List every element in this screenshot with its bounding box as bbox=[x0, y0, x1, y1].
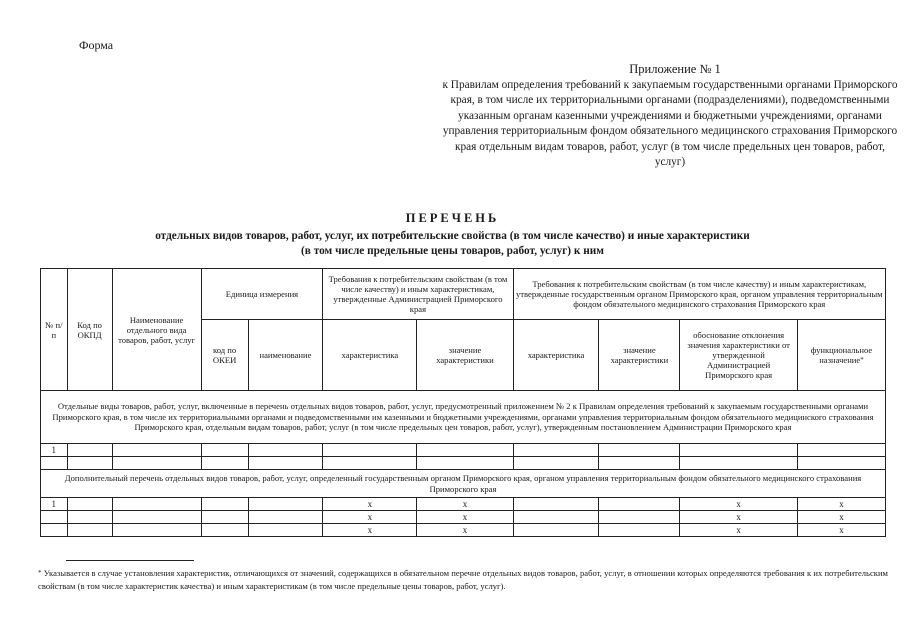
x-mark: x bbox=[797, 511, 885, 524]
title-heading: ПЕРЕЧЕНЬ bbox=[405, 211, 500, 225]
appendix-block bbox=[440, 62, 900, 171]
header-unit: Единица измерения bbox=[201, 269, 323, 320]
header-char-2: характеристика bbox=[513, 320, 599, 391]
header-char-1: характеристика bbox=[323, 320, 417, 391]
requirements-table bbox=[40, 268, 886, 537]
form-label: Форма bbox=[79, 38, 114, 52]
table-row bbox=[41, 498, 886, 511]
document-title bbox=[0, 210, 905, 259]
footnote bbox=[38, 567, 888, 592]
header-value-1: значение характеристики bbox=[417, 320, 513, 391]
table-row bbox=[41, 524, 886, 537]
x-mark: x bbox=[797, 524, 885, 537]
x-mark: x bbox=[323, 511, 417, 524]
appendix-number: Приложение № 1 bbox=[629, 62, 721, 76]
row-num: 1 bbox=[41, 498, 68, 511]
title-line-1: отдельных видов товаров, работ, услуг, их потребительские свойства (в том числе качество) и иные характеристики bbox=[155, 230, 750, 242]
x-mark: x bbox=[323, 524, 417, 537]
section-1-text: Отдельные виды товаров, работ, услуг, включенные в перечень отдельных видов товаров, работ, услуг, предусмотренный приложением № 2 к Правилам определения требований к закупаемым государственными органами Приморского края, в том числе их территориальными органами и подведомственными им казенными и бюджетными учреждениями, органами управления территориальным фондом обязательного медицинского страхования Приморского края, отдельным видам товаров, работ, услуг (в том числе предельных цен товаров, работ, услуг), утвержденным постановлением Администрации Приморского края bbox=[41, 391, 886, 444]
x-mark: x bbox=[680, 524, 798, 537]
header-row-1 bbox=[41, 269, 886, 320]
section-2-text: Дополнительный перечень отдельных видов товаров, работ, услуг, определенный государственным органом Приморского края, органом управления территориальным фондом обязательного медицинского страхования Приморского края bbox=[41, 470, 886, 498]
footnote-text: Указывается в случае установления характеристик, отличающихся от значений, содержащихся в обязательном перечне отдельных видов товаров, работ, услуг, в отношении которых определяются требования к их потребительским свойствам (в том числе характеристик качества) и иным характеристикам (в том числе предельные цены товаров, работ, услуг). bbox=[38, 568, 888, 591]
header-unit-name: наименование bbox=[248, 320, 323, 391]
x-mark: x bbox=[417, 498, 513, 511]
footnote-mark: * bbox=[38, 569, 42, 577]
table-row bbox=[41, 457, 886, 470]
x-mark: x bbox=[680, 498, 798, 511]
appendix-text: к Правилам определения требований к закупаемым государственными органами Приморского края, в том числе их территориальными органами (подразделениями), подведомственными указанным органам казенными учреждениями и бюджетными учреждениями, органами управления территориальным фондом обязательного медицинского страхования Приморского края отдельным видам товаров, работ, услуг (в том числе предельных цен товаров, работ, услуг) bbox=[442, 78, 898, 168]
section-2-row bbox=[41, 470, 886, 498]
header-okei: код по ОКЕИ bbox=[201, 320, 248, 391]
x-mark: x bbox=[680, 511, 798, 524]
x-mark: x bbox=[417, 524, 513, 537]
header-req-admin: Требования к потребительским свойствам (в том числе качеству) и иным характеристикам, утвержденные Администрацией Приморского края bbox=[323, 269, 513, 320]
header-okpd: Код по ОКПД bbox=[67, 269, 112, 391]
footnote-divider bbox=[66, 560, 194, 561]
table-row bbox=[41, 444, 886, 457]
header-req-org: Требования к потребительским свойствам (в том числе качеству) и иным характеристикам, утвержденные государственным органом Приморского края, органом управления территориальным фондом обязательного медицинского страхования Приморского края bbox=[513, 269, 885, 320]
header-functional-label: функциональное назначение bbox=[810, 345, 873, 365]
header-value-2: значение характеристики bbox=[599, 320, 680, 391]
table-row bbox=[41, 511, 886, 524]
header-justification: обоснование отклонения значения характеристики от утвержденной Администрацией Приморского края bbox=[680, 320, 798, 391]
x-mark: x bbox=[323, 498, 417, 511]
header-name: Наименование отдельного вида товаров, работ, услуг bbox=[112, 269, 201, 391]
x-mark: x bbox=[797, 498, 885, 511]
row-num: 1 bbox=[41, 444, 68, 457]
section-1-row bbox=[41, 391, 886, 444]
title-line-2: (в том числе предельные цены товаров, работ, услуг) к ним bbox=[301, 245, 604, 257]
x-mark: x bbox=[417, 511, 513, 524]
header-functional bbox=[797, 320, 885, 391]
header-num: № п/п bbox=[41, 269, 68, 391]
footnote-ref-mark: * bbox=[860, 356, 864, 364]
